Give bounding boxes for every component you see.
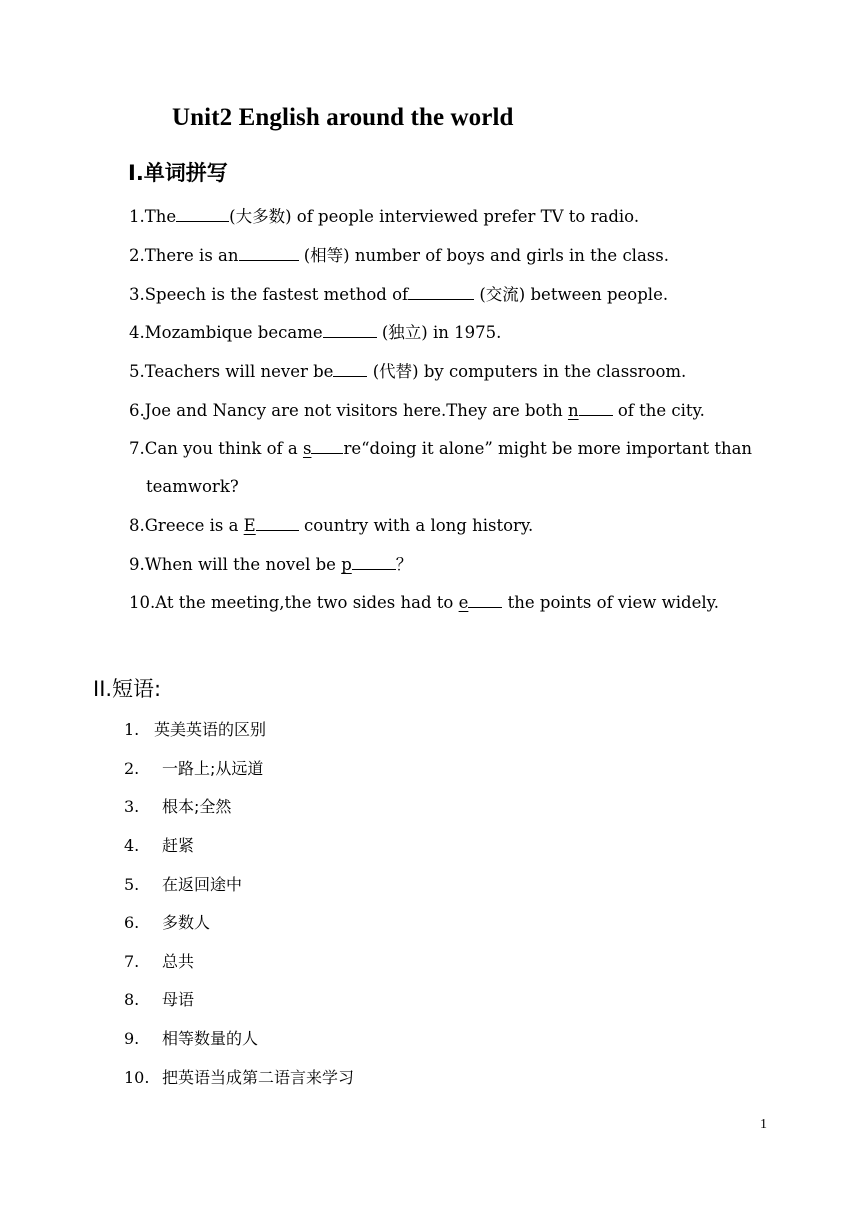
page-number: 1 — [760, 1117, 767, 1132]
question-10: 10.At the meeting,the two sides had to e the points of view widely. — [129, 593, 720, 612]
answer-blank[interactable] — [579, 399, 613, 416]
question-7-continuation: teamwork? — [146, 477, 239, 496]
phrase-item: 6. 多数人 — [124, 913, 211, 932]
answer-blank[interactable] — [408, 283, 474, 300]
question-2: 2.There is an (相等) number of boys and girls in the class. — [129, 246, 669, 265]
section-heading-spelling: Ⅰ.单词拼写 — [128, 161, 228, 185]
answer-blank[interactable] — [468, 591, 502, 608]
answer-blank[interactable] — [311, 437, 343, 454]
answer-blank[interactable] — [333, 360, 367, 377]
phrase-item: 10. 把英语当成第二语言来学习 — [124, 1068, 355, 1087]
phrase-item: 8. 母语 — [124, 990, 195, 1009]
phrase-item: 5. 在返回途中 — [124, 875, 243, 894]
question-7: 7.Can you think of a s re“doing it alone” might be more important than — [129, 439, 753, 458]
phrase-item: 9. 相等数量的人 — [124, 1029, 259, 1048]
question-3: 3.Speech is the fastest method of (交流) between people. — [129, 285, 669, 304]
question-8: 8.Greece is a E country with a long history. — [129, 516, 534, 535]
answer-blank[interactable] — [256, 514, 299, 531]
question-1: 1.The (大多数) of people interviewed prefer TV to radio. — [129, 207, 640, 226]
question-6: 6.Joe and Nancy are not visitors here.They are both n of the city. — [129, 401, 705, 420]
phrase-item: 7. 总共 — [124, 952, 195, 971]
answer-blank[interactable] — [176, 205, 229, 222]
question-4: 4.Mozambique became (独立) in 1975. — [129, 323, 502, 342]
question-9: 9.When will the novel be p ？ — [129, 555, 413, 574]
phrase-item: 1. 英美英语的区别 — [124, 720, 267, 739]
section-heading-phrases: II.短语: — [93, 677, 162, 701]
phrase-item: 4. 赶紧 — [124, 836, 195, 855]
phrase-item: 3. 根本;全然 — [124, 797, 232, 816]
question-5: 5.Teachers will never be (代替) by computers in the classroom. — [129, 362, 687, 381]
phrase-item: 2. 一路上;从远道 — [124, 759, 264, 778]
answer-blank[interactable] — [352, 553, 396, 570]
answer-blank[interactable] — [239, 244, 299, 261]
answer-blank[interactable] — [323, 321, 377, 338]
document-title: Unit2 English around the world — [172, 104, 514, 131]
